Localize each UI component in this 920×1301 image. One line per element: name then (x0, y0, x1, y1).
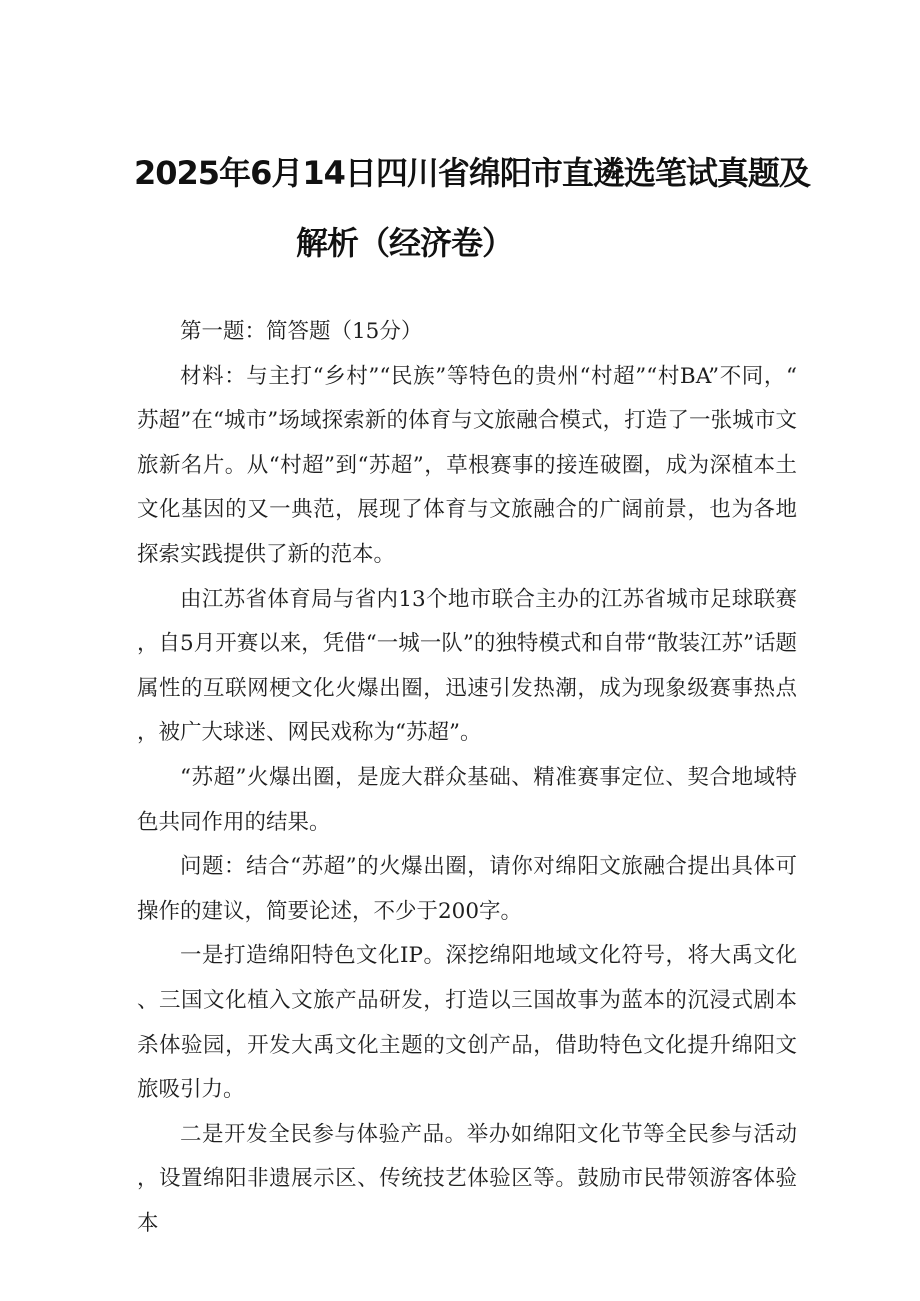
answer-paragraph: 二是开发全民参与体验产品。举办如绵阳文化节等全民参与活动，设置绵阳非遗展示区、传统技艺体验区等。鼓励市民带领游客体验本 (137, 1121, 797, 1236)
material-paragraph: 材料：与主打“乡村”“民族”等特色的贵州“村超”“村BA”不同，“苏超”在“城市”场域探索新的体育与文旅融合模式，打造了一张城市文旅新名片。从“村超”到“苏超”，草根赛事的接连破圈，成为深植本土文化基因的又一典范，展现了体育与文旅融合的广阔前景，也为各地探索实践提供了新的范本。 (137, 363, 797, 567)
question-paragraph: 问题：结合“苏超”的火爆出圈，请你对绵阳文旅融合提出具体可操作的建议，简要论述，不少于200字。 (137, 854, 797, 924)
document-title-line-1: 2025年6月14日四川省绵阳市直遴选笔试真题及 (134, 154, 810, 192)
document-title-line-2: 解析（经济卷） (296, 224, 514, 262)
answer-paragraph: 一是打造绵阳特色文化IP。深挖绵阳地域文化符号，将大禹文化、三国文化植入文旅产品研发，打造以三国故事为蓝本的沉浸式剧本杀体验园，开发大禹文化主题的文创产品，借助特色文化提升绵阳文旅吸引力。 (137, 943, 797, 1103)
document-body (137, 310, 797, 1246)
question-heading: 第一题：简答题（15分） (180, 319, 423, 344)
material-paragraph: “苏超”火爆出圈，是庞大群众基础、精准赛事定位、契合地域特色共同作用的结果。 (137, 764, 797, 835)
material-paragraph: 由江苏省体育局与省内13个地市联合主办的江苏省城市足球联赛，自5月开赛以来，凭借“一城一队”的独特模式和自带“散装江苏”话题属性的互联网梗文化火爆出圈，迅速引发热潮，成为现象级赛事热点，被广大球迷、网民戏称为“苏超”。 (137, 586, 797, 746)
